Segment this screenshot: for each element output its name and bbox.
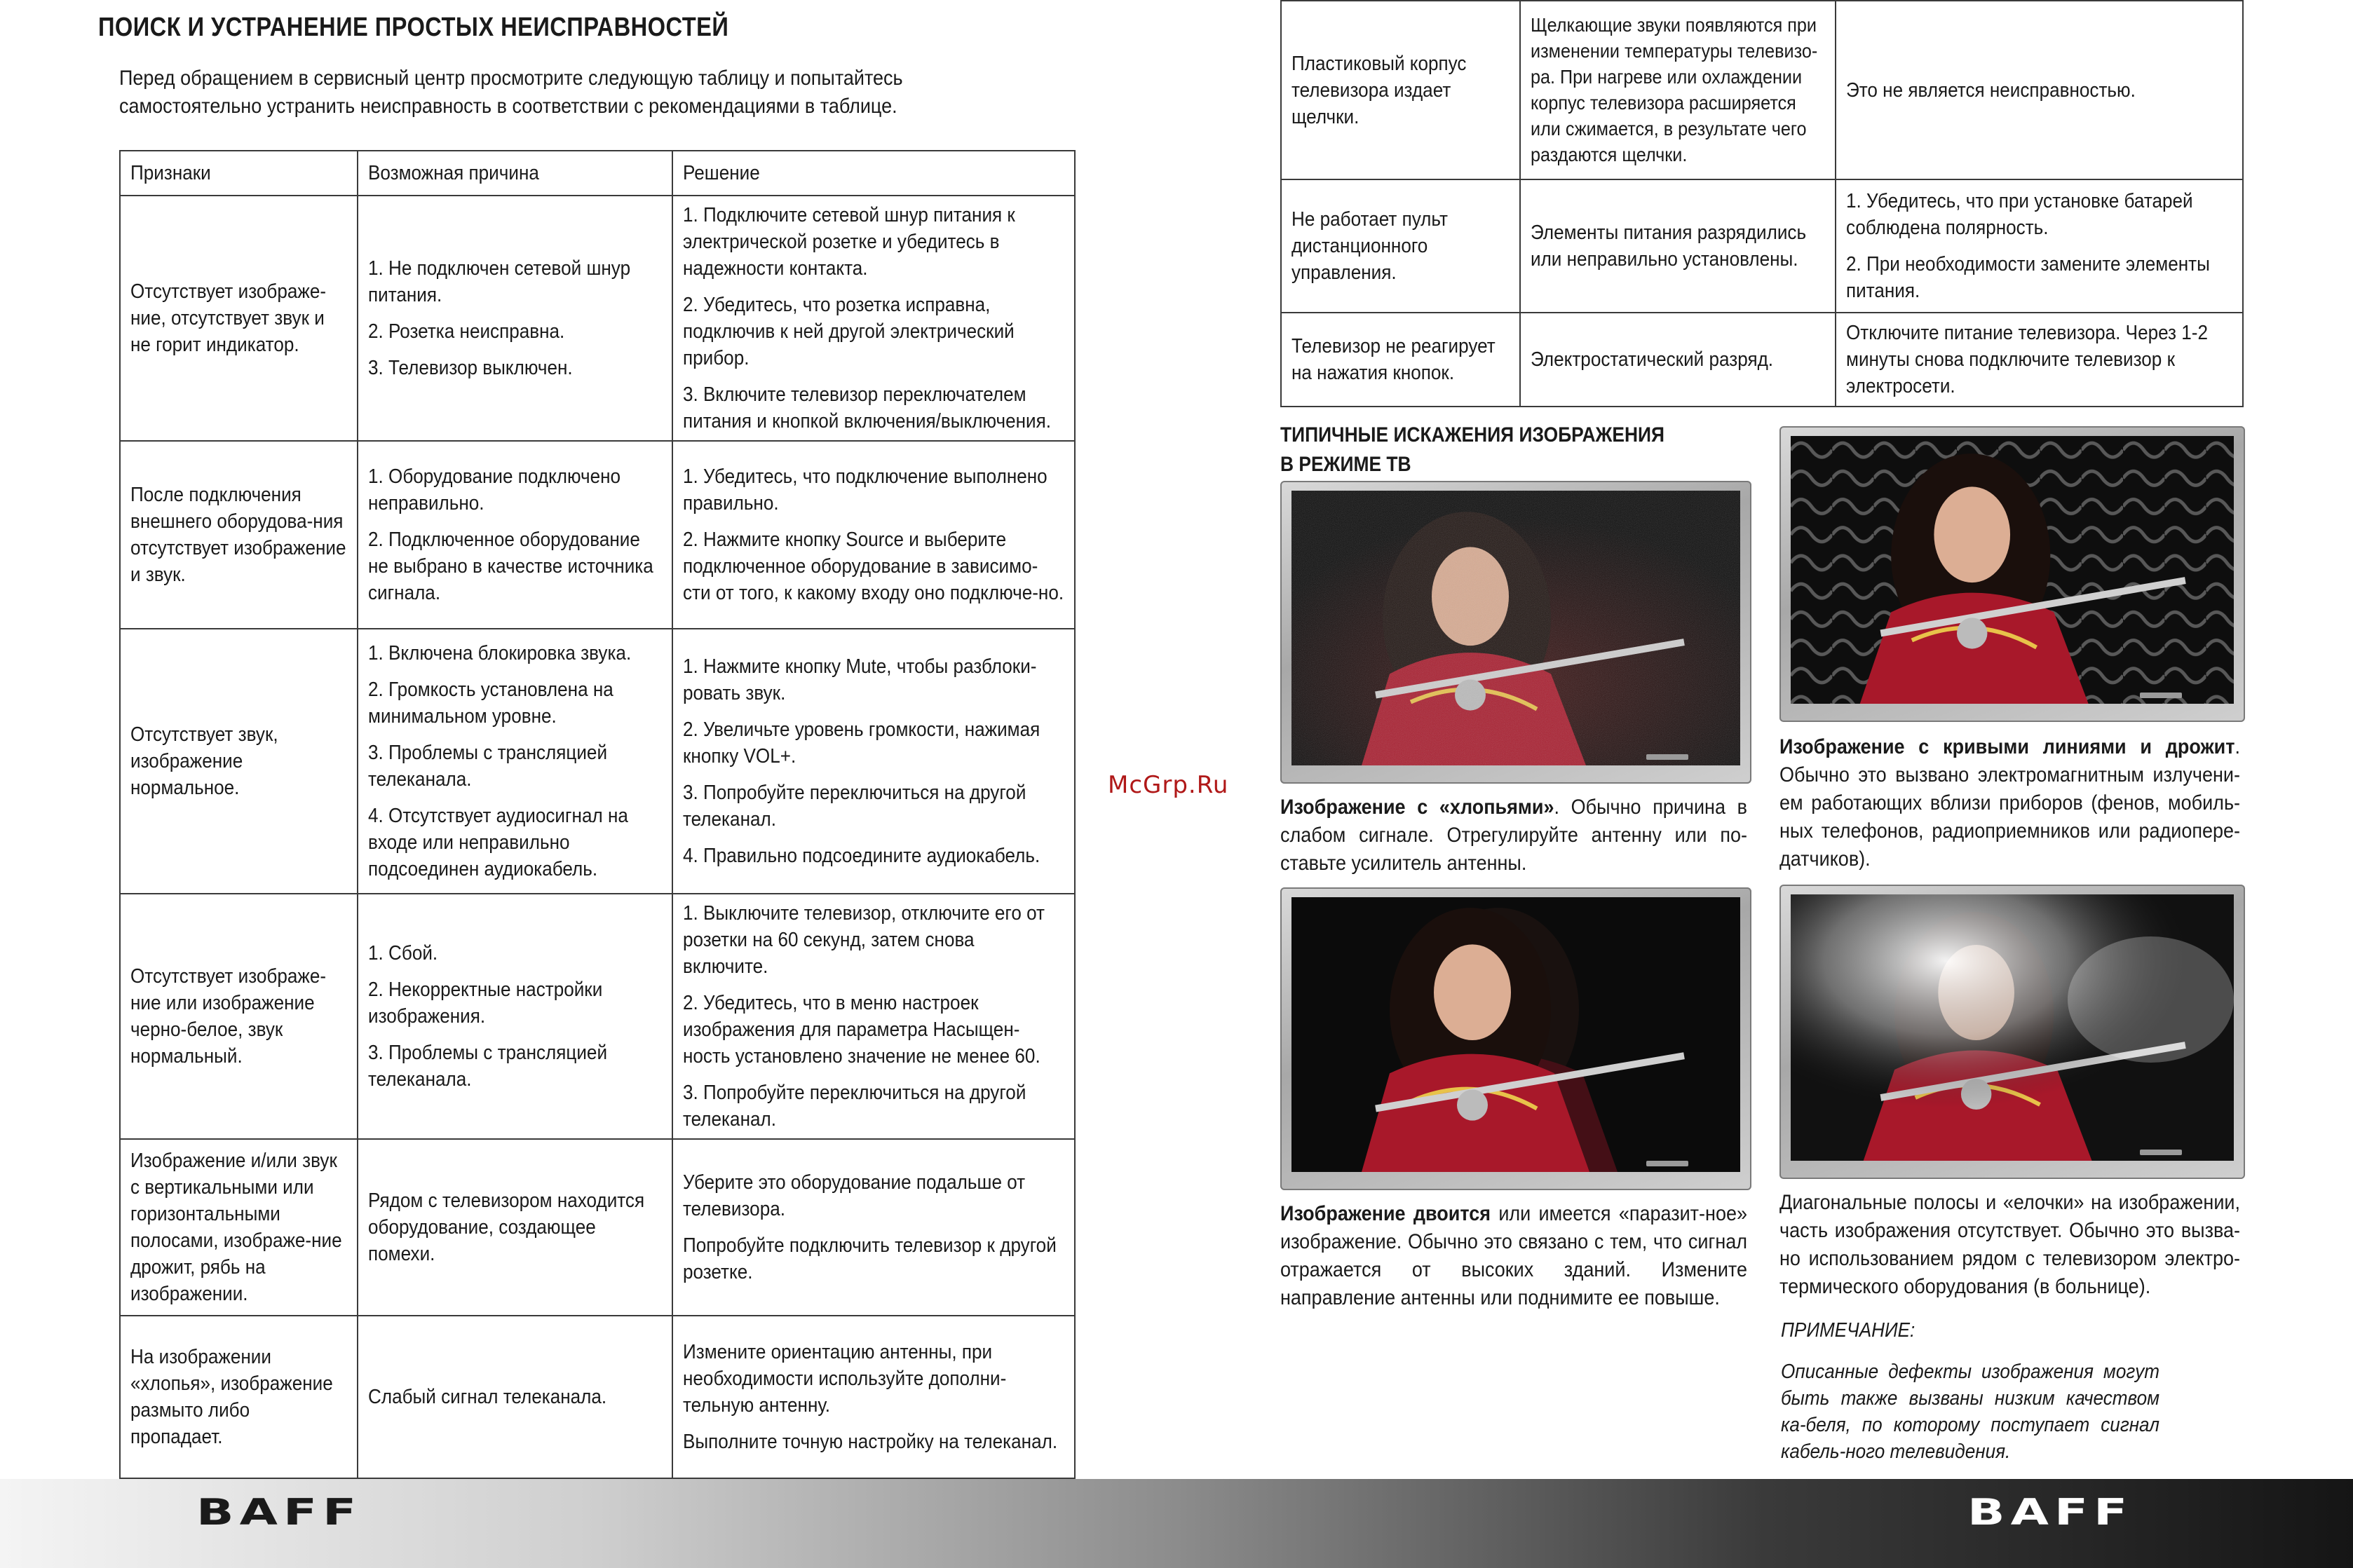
tv-photo-ghosting: [1280, 887, 1751, 1190]
symptom-cell: Отсутствует изображе-ние или изображение черно-белое, звук нормальный.: [120, 894, 358, 1139]
solution-cell: 1. Выключите телевизор, отключите его от розетки на 60 секунд, затем снова включите. 2. Убедитесь, что в меню настроек изображения для параметра Насыщен-ность установлено значение не менее 60. 3. Попробуйте переключиться на другой телеканал.: [672, 894, 1075, 1139]
note-text: Описанные дефекты изображения могут быть также вызваны низким качеством ка-беля, по которому поступает сигнал кабель-ного телевидения.: [1781, 1361, 2159, 1463]
table-row: [1281, 1, 2243, 179]
solution-cell: 1. Убедитесь, что при установке батарей соблюдена полярность. 2. При необходимости замените элементы питания.: [1836, 179, 2243, 313]
troubleshooting-table: [119, 150, 1076, 1479]
brand-logo-right: BAFF: [1967, 1492, 2134, 1534]
tv-photo-snow: [1280, 481, 1751, 784]
header-cause: Возможная причина: [358, 151, 672, 196]
woman-with-sword-image: [1291, 491, 1740, 765]
table-row: [120, 629, 1075, 894]
tv-photo-diagonal-stripes: [1779, 885, 2245, 1179]
left-page: [0, 0, 1176, 1479]
symptom-cell: После подключения внешнего оборудова-ния отсутствует изображение и звук.: [120, 441, 358, 629]
woman-with-sword-image: [1291, 897, 1740, 1172]
caption-snow: Изображение с «хлопьями». Обычно причина в слабом сигнале. Отрегулируйте антенну или по-ставьте усилитель антенны.: [1280, 796, 1747, 875]
symptom-cell: Отсутствует изображе-ние, отсутствует звук и не горит индикатор.: [120, 196, 358, 441]
caption-ghosting: Изображение двоится или имеется «паразит-ное» изображение. Обычно это связано с тем, что сигнал отражается от высоких зданий. Измените направление антенны или поднимите ее повыше.: [1280, 1202, 1747, 1309]
solution-cell: 1. Нажмите кнопку Mute, чтобы разблоки-ровать звук. 2. Увеличьте уровень громкости, нажимая кнопку VOL+. 3. Попробуйте переключиться на другой телеканал. 4. Правильно подсоедините аудиокабель.: [672, 629, 1075, 894]
table-row: [120, 1316, 1075, 1478]
symptom-cell: Не работает пульт дистанционного управления.: [1281, 179, 1520, 313]
troubleshooting-table-continued: [1280, 0, 2244, 407]
solution-cell: Измените ориентацию антенны, при необходимости используйте дополни-тельную антенну. Выполните точную настройку на телеканал.: [672, 1316, 1075, 1478]
symptom-cell: На изображении «хлопья», изображение размыто либо пропадает.: [120, 1316, 358, 1478]
table-row: [120, 1139, 1075, 1316]
symptom-cell: Телевизор не реагирует на нажатия кнопок.: [1281, 313, 1520, 407]
table-header-row: [120, 151, 1075, 196]
woman-with-sword-image: [1791, 436, 2234, 704]
header-symptom: Признаки: [120, 151, 358, 196]
caption-wavy-lines: Изображение с кривыми линиями и дрожит. Обычно это вызвано электромагнитным излучени-ем работающих вблизи приборов (фенов, мобиль-ных телефонов, радиоприемников или радиопере-датчиков).: [1779, 735, 2240, 871]
header-solution: Решение: [672, 151, 1075, 196]
cause-cell: Слабый сигнал телеканала.: [358, 1316, 672, 1478]
symptom-cell: Изображение и/или звук с вертикальными или горизонтальными полосами, изображе-ние дрожит, рябь на изображении.: [120, 1139, 358, 1316]
symptom-cell: Пластиковый корпус телевизора издает щелчки.: [1281, 1, 1520, 179]
solution-cell: Отключите питание телевизора. Через 1-2 минуты снова подключите телевизор к электросети.: [1836, 313, 2243, 407]
table-row: [1281, 313, 2243, 407]
cause-cell: Элементы питания разрядились или неправильно установлены.: [1520, 179, 1836, 313]
table-row: [120, 196, 1075, 441]
cause-cell: 1. Включена блокировка звука. 2. Громкость установлена на минимальном уровне. 3. Проблемы с трансляцией телеканала. 4. Отсутствует аудиосигнал на входе или неправильно подсоединен аудиокабель.: [358, 629, 672, 894]
table-row: [1281, 179, 2243, 313]
intro-paragraph: Перед обращением в сервисный центр просмотрите следующую таблицу и попытайтесь самостоятельно устранить неисправность в соответствии с рекомендациями в таблице.: [119, 67, 903, 118]
solution-cell: 1. Подключите сетевой шнур питания к электрической розетке и убедитесь в надежности контакта. 2. Убедитесь, что розетка исправна, подключив к ней другой электрический прибор. 3. Включите телевизор переключателем питания и кнопкой включения/выключения.: [672, 196, 1075, 441]
solution-cell: Уберите это оборудование подальше от телевизора. Попробуйте подключить телевизор к другой розетке.: [672, 1139, 1075, 1316]
watermark-text: McGrp.Ru: [1108, 771, 1229, 799]
cause-cell: Щелкающие звуки появляются при изменении температуры телевизо-ра. При нагреве или охлаждении корпус телевизора расширяется или сжимается, в результате чего раздаются щелчки.: [1520, 1, 1836, 179]
table-row: [120, 894, 1075, 1139]
table-row: [120, 441, 1075, 629]
solution-cell: Это не является неисправностью.: [1836, 1, 2243, 179]
solution-cell: 1. Убедитесь, что подключение выполнено правильно. 2. Нажмите кнопку Source и выберите подключенное оборудование в зависимо-сти от того, к какому входу оно подключе-но.: [672, 441, 1075, 629]
page-title: ПОИСК И УСТРАНЕНИЕ ПРОСТЫХ НЕИСПРАВНОСТЕЙ: [98, 13, 729, 42]
cause-cell: 1. Оборудование подключено неправильно. 2. Подключенное оборудование не выбрано в качестве источника сигнала.: [358, 441, 672, 629]
note-title: ПРИМЕЧАНИЕ:: [1781, 1319, 1915, 1342]
cause-cell: 1. Не подключен сетевой шнур питания. 2. Розетка неисправна. 3. Телевизор выключен.: [358, 196, 672, 441]
tv-photo-wavy-lines: [1779, 426, 2245, 722]
cause-cell: Рядом с телевизором находится оборудование, создающее помехи.: [358, 1139, 672, 1316]
brand-logo-left: BAFF: [196, 1492, 362, 1534]
distortions-section-title: ТИПИЧНЫЕ ИСКАЖЕНИЯ ИЗОБРАЖЕНИЯ В РЕЖИМЕ ТВ: [1280, 423, 1665, 476]
caption-diagonal-stripes: Диагональные полосы и «елочки» на изображении, часть изображения отсутствует. Обычно это вызва-но использованием рядом с телевизором электро-термического оборудования (в больнице).: [1779, 1191, 2240, 1298]
symptom-cell: Отсутствует звук, изображение нормальное.: [120, 629, 358, 894]
woman-with-sword-image: [1791, 894, 2234, 1161]
cause-cell: 1. Сбой. 2. Некорректные настройки изображения. 3. Проблемы с трансляцией телеканала.: [358, 894, 672, 1139]
cause-cell: Электростатический разряд.: [1520, 313, 1836, 407]
